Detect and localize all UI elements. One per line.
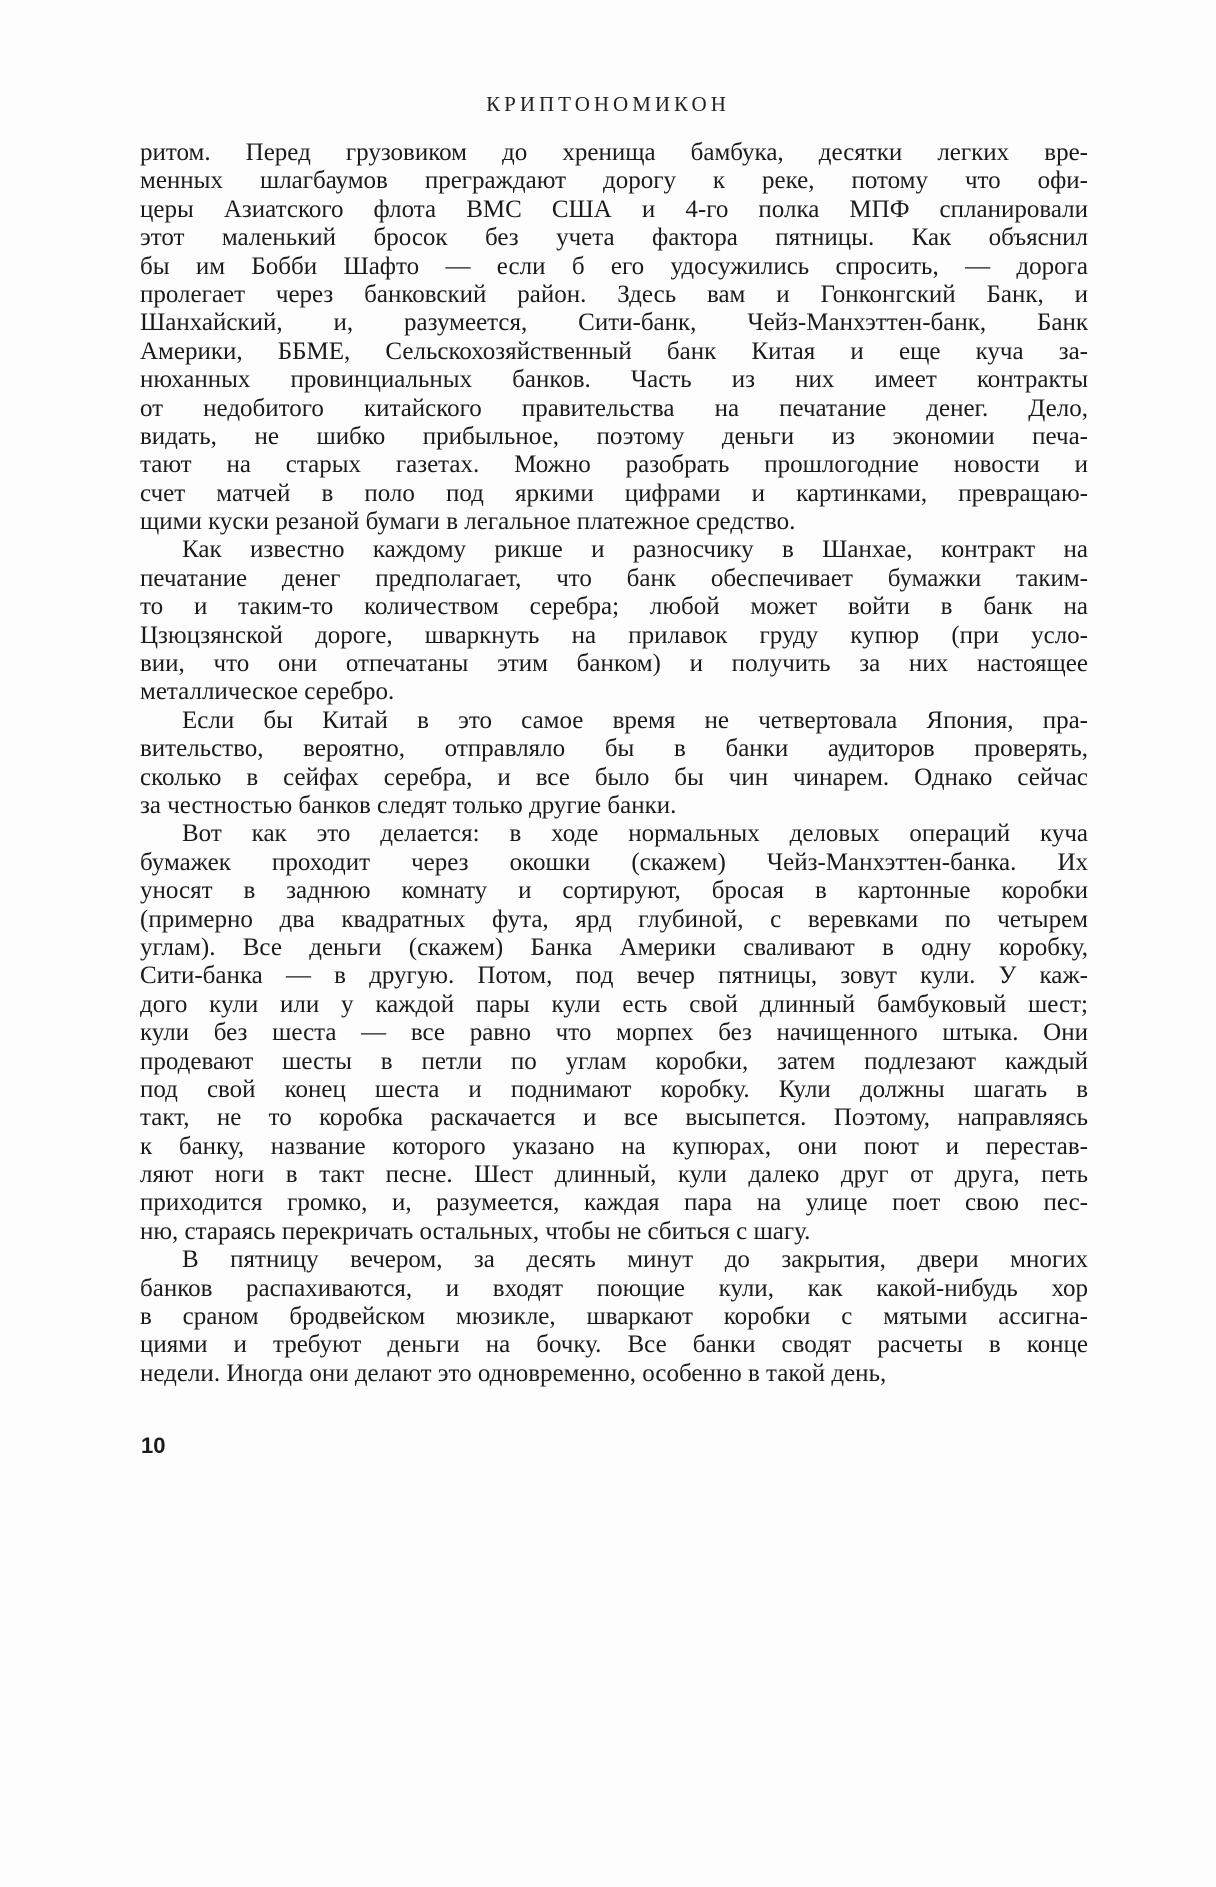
text-line: в сраном бродвейском мюзикле, шваркают коробки с мятыми ассигна- <box>140 1303 1088 1331</box>
text-line: бы им Бобби Шафто — если б его удосужились спросить, — дорога <box>140 252 1088 280</box>
running-head: КРИПТОНОМИКОН <box>486 92 730 116</box>
text-line: от недобитого китайского правительства на печатание денег. Дело, <box>140 394 1088 422</box>
text-line: пролегает через банковский район. Здесь вам и Гонконгский Банк, и <box>140 280 1088 308</box>
text-line: Если бы Китай в это самое время не четвертовала Япония, пра- <box>182 706 1088 734</box>
text-line: недели. Иногда они делают это одновременно, особенно в такой день, <box>140 1359 887 1387</box>
text-line: счет матчей в поло под яркими цифрами и картинками, превращаю- <box>140 479 1088 507</box>
text-line: циями и требуют деньги на бочку. Все банки сводят расчеты в конце <box>140 1331 1088 1359</box>
text-line: менных шлагбаумов преграждают дорогу к реке, потому что офи- <box>140 167 1088 195</box>
text-line: дого кули или у каждой пары кули есть свой длинный бамбуковый шест; <box>140 990 1088 1018</box>
text-line: Америки, ББМЕ, Сельскохозяйственный банк Китая и еще куча за- <box>140 337 1088 365</box>
text-line: видать, не шибко прибыльное, поэтому деньги из экономии печа- <box>140 422 1088 450</box>
text-line: бумажек проходит через окошки (скажем) Чейз-Манхэттен-банка. Их <box>140 848 1088 876</box>
text-line: вительство, вероятно, отправляло бы в банки аудиторов проверять, <box>140 735 1088 763</box>
text-line: этот маленький бросок без учета фактора пятницы. Как объяснил <box>140 224 1088 252</box>
text-line: Шанхайский, и, разумеется, Сити-банк, Чейз-Манхэттен-банк, Банк <box>140 309 1088 337</box>
text-line: ляют ноги в такт песне. Шест длинный, кули далеко друг от друга, петь <box>140 1161 1088 1189</box>
text-line: тают на старых газетах. Можно разобрать прошлогодние новости и <box>140 451 1088 479</box>
page-number: 10 <box>141 1433 166 1458</box>
text-line: такт, не то коробка раскачается и все высыпется. Поэтому, направляясь <box>140 1104 1088 1132</box>
text-line: продевают шесты в петли по углам коробки, затем подлезают каждый <box>140 1047 1088 1075</box>
text-line: приходится громко, и, разумеется, каждая пара на улице поет свою пес- <box>140 1189 1088 1217</box>
text-line: к банку, название которого указано на купюрах, они поют и перестав- <box>140 1132 1088 1160</box>
text-line: В пятницу вечером, за десять минут до закрытия, двери многих <box>182 1246 1088 1274</box>
text-line: Цзюцзянской дороге, шваркнуть на прилавок груду купюр (при усло- <box>140 621 1088 649</box>
text-line: металлическое серебро. <box>140 678 395 706</box>
paragraph <box>140 536 1088 706</box>
text-line: за честностью банков следят только другие банки. <box>140 791 677 819</box>
text-line: ритом. Перед грузовиком до хренища бамбука, десятки легких вре- <box>140 139 1088 166</box>
text-line: Сити-банка — в другую. Потом, под вечер пятницы, зовут кули. У каж- <box>140 962 1088 990</box>
text-line: углам). Все деньги (скажем) Банка Америки сваливают в одну коробку, <box>140 933 1088 961</box>
text-line: уносят в заднюю комнату и сортируют, бросая в картонные коробки <box>140 877 1088 905</box>
text-line: ню, стараясь перекричать остальных, чтобы не сбиться с шагу. <box>140 1217 811 1245</box>
text-line: нюханных провинциальных банков. Часть из них имеет контракты <box>140 366 1088 394</box>
paragraph <box>140 820 1088 1246</box>
text-line: вии, что они отпечатаны этим банком) и получить за них настоящее <box>140 650 1088 678</box>
text-line: кули без шеста — все равно что морпех без начищенного штыка. Они <box>140 1019 1088 1047</box>
text-line: щими куски резаной бумаги в легальное платежное средство. <box>140 508 796 536</box>
text-block <box>140 139 1088 1388</box>
text-line: Вот как это делается: в ходе нормальных деловых операций куча <box>182 820 1088 848</box>
text-line: сколько в сейфах серебра, и все было бы чин чинарем. Однако сейчас <box>140 763 1088 791</box>
text-line: банков распахиваются, и входят поющие кули, как какой-нибудь хор <box>140 1274 1088 1302</box>
text-line: печатание денег предполагает, что банк обеспечивает бумажки таким- <box>140 564 1088 592</box>
paragraph <box>140 1246 1088 1388</box>
text-line: то и таким-то количеством серебра; любой может войти в банк на <box>140 593 1088 621</box>
paragraph <box>140 139 1088 536</box>
text-line: церы Азиатского флота ВМС США и 4-го полка МПФ спланировали <box>140 195 1088 223</box>
paragraph <box>140 707 1088 821</box>
text-line: Как известно каждому рикше и разносчику в Шанхае, контракт на <box>182 536 1088 564</box>
text-line: (примерно два квадратных фута, ярд глубиной, с веревками по четырем <box>140 905 1088 933</box>
text-line: под свой конец шеста и поднимают коробку. Кули должны шагать в <box>140 1075 1088 1103</box>
